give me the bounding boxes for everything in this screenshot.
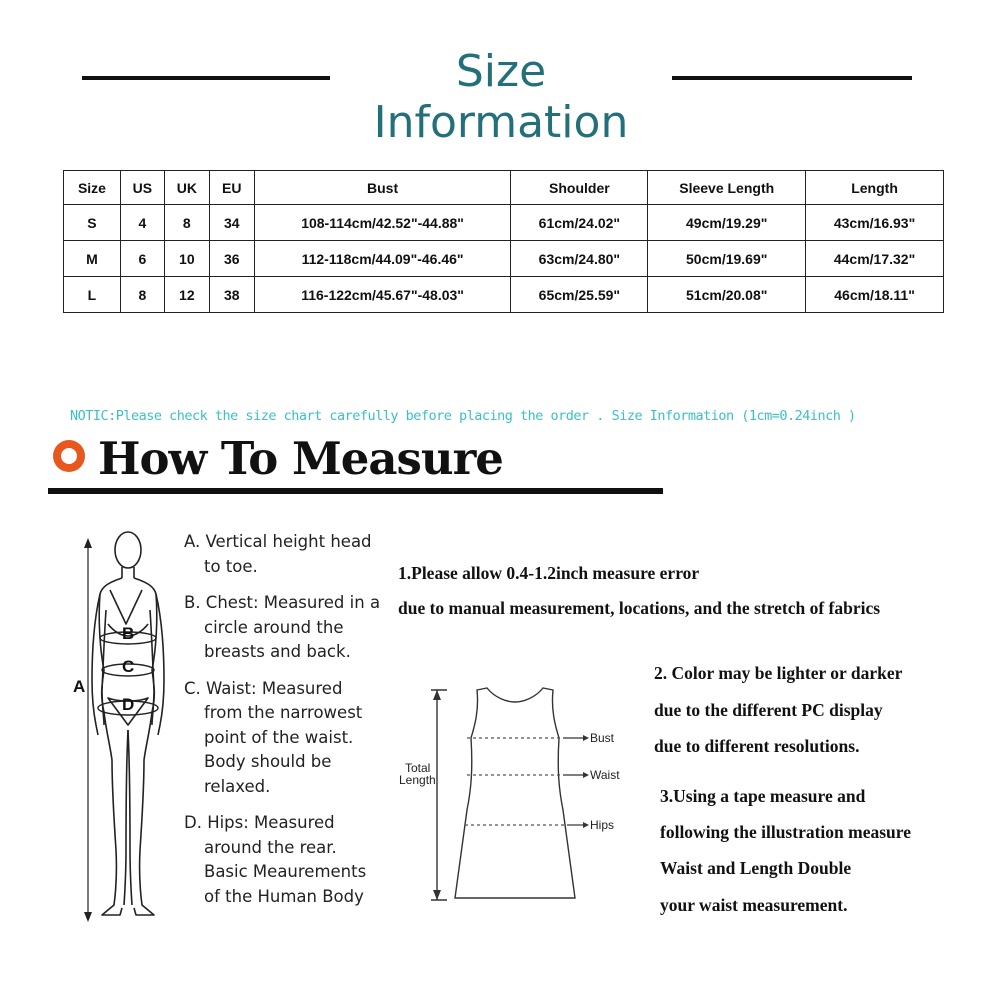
cell-eu: 38	[209, 277, 254, 313]
label-c: C	[122, 657, 135, 676]
cell-us: 4	[120, 205, 164, 241]
definition-c-line: C. Waist: Measured	[184, 678, 343, 698]
table-row	[64, 277, 944, 313]
cell-uk: 12	[164, 277, 209, 313]
definition-c	[184, 677, 384, 800]
table-row	[64, 241, 944, 277]
note-3-line-3: Waist and Length Double	[660, 858, 852, 878]
note-1-line-1: 1.Please allow 0.4-1.2inch measure error	[398, 563, 700, 583]
cell-shoulder: 65cm/25.59"	[511, 277, 648, 313]
definition-d-line: Basic Meaurements	[204, 862, 367, 881]
cell-length: 46cm/18.11"	[806, 277, 944, 313]
header-uk: UK	[164, 171, 209, 205]
definition-a-line: to toe.	[204, 556, 258, 576]
dress-measure-illustration	[395, 680, 635, 910]
dress-label-length: Length	[399, 773, 436, 787]
header-eu: EU	[209, 171, 254, 205]
note-2-line-1: 2. Color may be lighter or darker	[654, 663, 903, 683]
definition-a-line: A. Vertical height head	[184, 532, 372, 551]
cell-length: 44cm/17.32"	[806, 241, 944, 277]
header-us: US	[120, 171, 164, 205]
dress-label-bust: Bust	[590, 731, 615, 745]
title-rule-left	[82, 76, 330, 80]
definition-d-line: D. Hips: Measured	[184, 813, 335, 832]
title-rule-right	[672, 76, 912, 80]
header-length: Length	[806, 171, 944, 205]
note-2-line-3: due to different resolutions.	[654, 736, 860, 756]
how-to-measure-rule	[48, 488, 663, 494]
header-size: Size	[64, 171, 121, 205]
header-shoulder: Shoulder	[511, 171, 648, 205]
cell-uk: 10	[164, 241, 209, 277]
label-b: B	[122, 624, 135, 643]
cell-bust: 116-122cm/45.67"-48.03"	[254, 277, 511, 313]
cell-shoulder: 61cm/24.02"	[511, 205, 648, 241]
cell-size: M	[64, 241, 121, 277]
definition-b	[184, 591, 384, 665]
dress-label-total: Total	[405, 761, 431, 775]
cell-uk: 8	[164, 205, 209, 241]
cell-bust: 108-114cm/42.52"-44.88"	[254, 205, 511, 241]
notice-text: NOTIC:Please check the size chart carefully before placing the order . Size Information (1cm=0.24inch )	[70, 408, 856, 424]
note-1-line-2: due to manual measurement, locations, and the stretch of fabrics	[398, 598, 881, 618]
table-row	[64, 205, 944, 241]
cell-shoulder: 63cm/24.80"	[511, 241, 648, 277]
definition-d	[184, 811, 384, 909]
cell-eu: 34	[209, 205, 254, 241]
cell-sleeve-length: 49cm/19.29"	[648, 205, 806, 241]
label-d: D	[122, 695, 135, 714]
header-bust: Bust	[254, 171, 511, 205]
page-title: Size Information	[373, 46, 629, 148]
cell-bust: 112-118cm/44.09"-46.46"	[254, 241, 511, 277]
cell-sleeve-length: 50cm/19.69"	[648, 241, 806, 277]
definition-b-line: circle around the	[204, 617, 344, 637]
dress-label-hips: Hips	[590, 818, 615, 832]
size-table	[63, 170, 944, 313]
label-a: A	[73, 677, 86, 696]
dress-label-waist: Waist	[590, 768, 620, 782]
definition-b-line: breasts and back.	[204, 642, 351, 661]
note-3-line-4: your waist measurement.	[660, 895, 848, 915]
definition-a	[184, 530, 384, 579]
cell-us: 8	[120, 277, 164, 313]
definition-c-line: from the narrowest	[204, 703, 363, 722]
note-2-line-2: due to the different PC display	[654, 700, 883, 720]
definition-c-line: relaxed.	[204, 776, 271, 796]
cell-eu: 36	[209, 241, 254, 277]
cell-us: 6	[120, 241, 164, 277]
cell-size: L	[64, 277, 121, 313]
table-header-row	[64, 171, 944, 205]
definition-c-line: Body should be	[204, 752, 332, 771]
definition-d-line: around the rear.	[204, 837, 337, 857]
header-sleeve-length: Sleeve Length	[648, 171, 806, 205]
note-3-line-2: following the illustration measure	[660, 822, 911, 842]
note-3-line-1: 3.Using a tape measure and	[660, 786, 866, 806]
cell-length: 43cm/16.93"	[806, 205, 944, 241]
orange-circle-icon	[53, 440, 85, 472]
definition-b-line: B. Chest: Measured in a	[184, 593, 381, 612]
how-to-measure-title: How To Measure	[98, 432, 503, 485]
definition-c-line: point of the waist.	[204, 727, 354, 747]
cell-size: S	[64, 205, 121, 241]
definition-d-line: of the Human Body	[204, 886, 364, 906]
cell-sleeve-length: 51cm/20.08"	[648, 277, 806, 313]
measurement-definitions	[184, 530, 384, 921]
body-outline-illustration	[70, 520, 180, 930]
